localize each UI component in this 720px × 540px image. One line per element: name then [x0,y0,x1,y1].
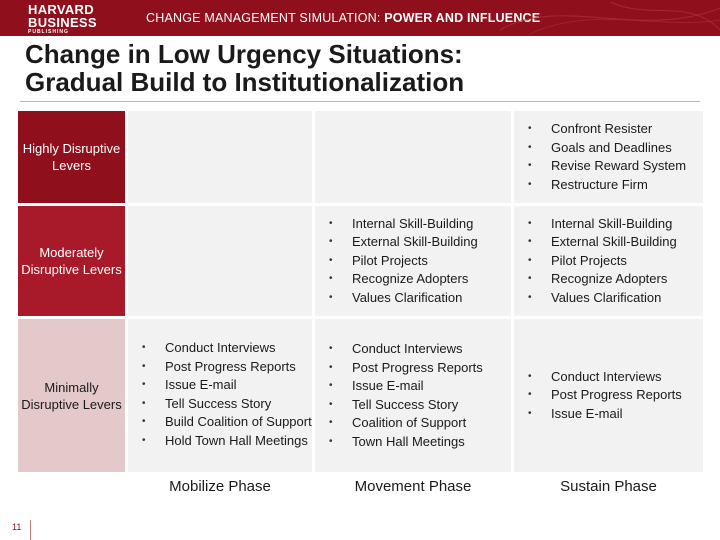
list-item: • Revise Reward System [528,157,686,176]
phase-mobilize: Mobilize Phase [169,478,271,495]
decorative-swirl-icon [490,0,720,36]
list-item: • Conduct Interviews [142,340,312,357]
cell-highly-mobilize [128,111,312,203]
slide-title-line-1: Change in Low Urgency Situations: [25,39,463,69]
list-item: • External Skill-Building [329,233,478,252]
list-item: • Post Progress Reports [528,386,682,405]
logo-line-2: BUSINESS [28,15,97,30]
list-item: • Confront Resister [528,120,686,139]
list-item: • Coalition of Support [329,414,483,433]
list-item: • Recognize Adopters [528,270,677,289]
slide-title [25,40,464,96]
cell-minimally-movement [315,319,511,472]
logo-line-1: HARVARD [28,2,94,17]
header-title-bold: POWER AND INFLUENCE [384,11,541,25]
list-item: • Conduct Interviews [329,340,483,359]
title-divider [20,101,700,102]
list-item: • Post Progress Reports [329,359,483,378]
cell-moderately-movement [315,206,511,316]
header-title-prefix: CHANGE MANAGEMENT SIMULATION: [146,11,385,25]
lever-minimally-disruptive: Minimally Disruptive Levers [18,319,125,472]
phase-movement: Movement Phase [354,478,472,495]
cell-moderately-mobilize [128,206,312,316]
lever-highly-disruptive: Highly Disruptive Levers [18,111,125,203]
slide-title-line-2: Gradual Build to Institutionalization [25,67,465,97]
list-item: • Restructure Firm [528,176,686,195]
list-highly-sustain [514,120,686,194]
cell-highly-movement [315,111,511,203]
list-item: • Issue E-mail [142,377,312,394]
list-item: • Hold Town Hall Meetings [142,433,312,450]
list-minimally-mobilize [128,340,312,451]
cell-minimally-sustain [514,319,703,472]
list-item: • Post Progress Reports [142,359,312,376]
list-item: • Internal Skill-Building [528,215,677,234]
list-item: • Tell Success Story [142,396,312,413]
harvard-business-logo [28,3,108,35]
list-minimally-sustain [514,368,682,424]
cell-moderately-sustain [514,206,703,316]
cell-highly-sustain [514,111,703,203]
slide-number: 11 [12,522,22,532]
list-item: • Values Clarification [528,289,677,308]
list-item: • Issue E-mail [329,377,483,396]
list-item: • Build Coalition of Support [142,414,312,431]
header-title [146,11,540,25]
list-item: • Pilot Projects [329,252,478,271]
lever-moderately-disruptive: Moderately Disruptive Levers [18,206,125,316]
list-moderately-movement [315,215,478,308]
phase-sustain: Sustain Phase [560,478,657,495]
logo-line-3: PUBLISHING [28,29,69,35]
list-item: • Values Clarification [329,289,478,308]
list-item: • Recognize Adopters [329,270,478,289]
list-item: • Tell Success Story [329,396,483,415]
slide-number-divider [30,520,31,540]
list-minimally-movement [315,340,483,451]
header-bar [0,0,720,36]
list-item: • Issue E-mail [528,405,682,424]
list-item: • Town Hall Meetings [329,433,483,452]
list-item: • Conduct Interviews [528,368,682,387]
cell-minimally-mobilize [128,319,312,472]
list-item: • External Skill-Building [528,233,677,252]
list-item: • Pilot Projects [528,252,677,271]
list-item: • Internal Skill-Building [329,215,478,234]
list-moderately-sustain [514,215,677,308]
list-item: • Goals and Deadlines [528,139,686,158]
